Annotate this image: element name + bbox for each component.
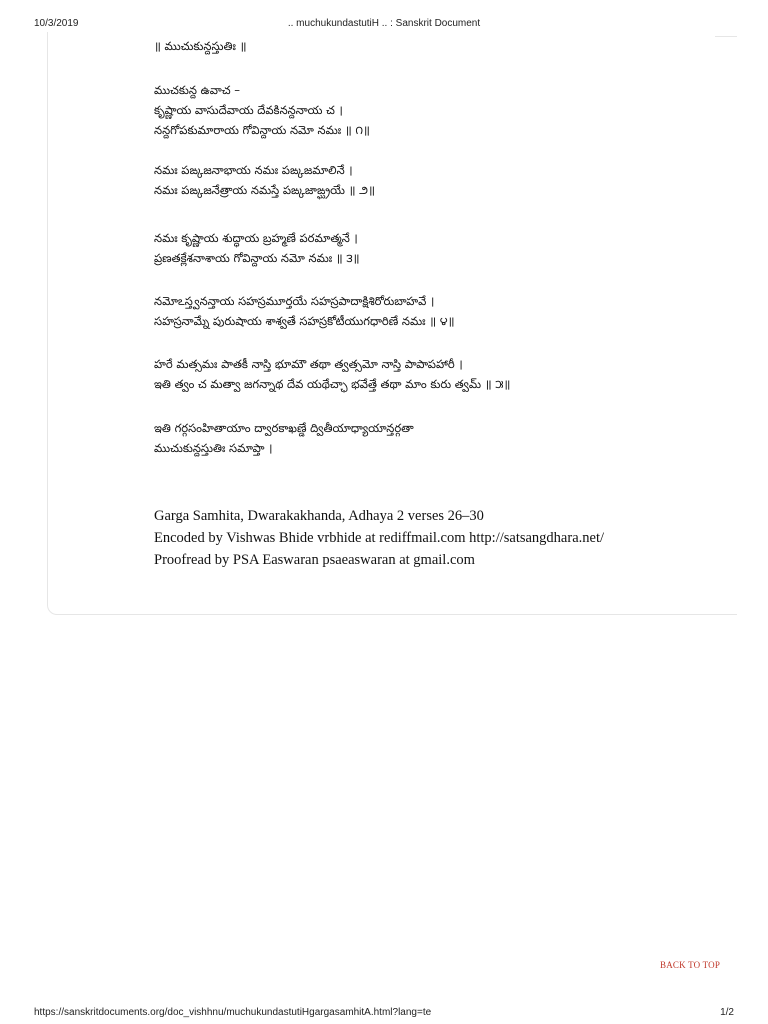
verse-line: నమోఽస్త్వనన్తాయ సహస్రమూర్తయే సహస్రపాదాక్షిశిరోరుబాహవే । [154, 294, 435, 308]
stanza-3 [154, 228, 360, 268]
colophon [154, 418, 414, 458]
verse-line: హరే మత్సమః పాతకీ నాస్తి భూమౌ తథా త్వత్సమో నాస్తి పాపాపహారీ । [154, 357, 463, 371]
colophon-line: ఇతి గర్గసంహితాయాం ద్వారకాఖణ్డే ద్వితీయాధ్యాయాన్తర్గతా [154, 421, 414, 435]
verse-line: ప్రణతక్లేశనాశాయ గోవిన్దాయ నమో నమః ॥ ౩॥ [154, 251, 360, 265]
stanza-1 [154, 80, 370, 140]
verse-line: నమః కృష్ణాయ శుద్ధాయ బ్రహ్మణే పరమాత్మనే । [154, 231, 358, 245]
credits [154, 505, 604, 571]
verse-line: కృష్ణాయ వాసుదేవాయ దేవకినన్దనాయ చ । [154, 103, 343, 117]
print-footer [0, 1007, 768, 1024]
document-heading [154, 36, 246, 56]
verse-line: ముచకున్ద ఉవాచ – [154, 83, 240, 97]
credit-encoder: Encoded by Vishwas Bhide vrbhide at rediffmail.com http://satsangdhara.net/ [154, 530, 605, 546]
verse-line: నమః పఙ్కజనాభాయ నమః పఙ్కజమాలినే । [154, 163, 353, 177]
print-date: 10/3/2019 [34, 18, 79, 29]
credit-source: Garga Samhita, Dwarakakhanda, Adhaya 2 verses 26–30 [154, 508, 484, 524]
print-page-title: .. muchukundastutiH .. : Sanskrit Document [287, 18, 481, 29]
verse-line: నన్దగోపకుమారాయ గోవిన్దాయ నమో నమః ॥ ౧॥ [154, 123, 370, 137]
credit-proofreader: Proofread by PSA Easwaran psaeaswaran at gmail.com [154, 552, 475, 568]
print-url: https://sanskritdocuments.org/doc_vishhnu/muchukundastutiHgargasamhitA.html?lang=te [34, 1007, 432, 1018]
stanza-4 [154, 291, 455, 331]
stanza-2 [154, 160, 375, 200]
heading-text: ॥ ముచుకున్దస్తుతిః ॥ [154, 39, 247, 53]
back-to-top-link[interactable]: BACK TO TOP [660, 960, 721, 970]
verse-line: నమః పఙ్కజనేత్రాయ నమస్తే పఙ్కజాఙ్ఘ్రయే ॥ ౨॥ [154, 183, 375, 197]
verse-line: ఇతి త్వం చ మత్వా జగన్నాథ దేవ యథేచ్ఛా భవేత్తే తథా మాం కురు త్వమ్ ॥ ౫॥ [154, 377, 511, 391]
print-header [0, 0, 768, 36]
verse-line: సహస్రనామ్నే పురుషాయ శాశ్వతే సహస్రకోటీయుగధారిణే నమః ॥ ౪॥ [154, 314, 455, 328]
stanza-5 [154, 354, 510, 394]
page-number: 1/2 [720, 1007, 734, 1018]
colophon-line: ముచుకున్దస్తుతిః సమాప్తా । [154, 441, 273, 455]
